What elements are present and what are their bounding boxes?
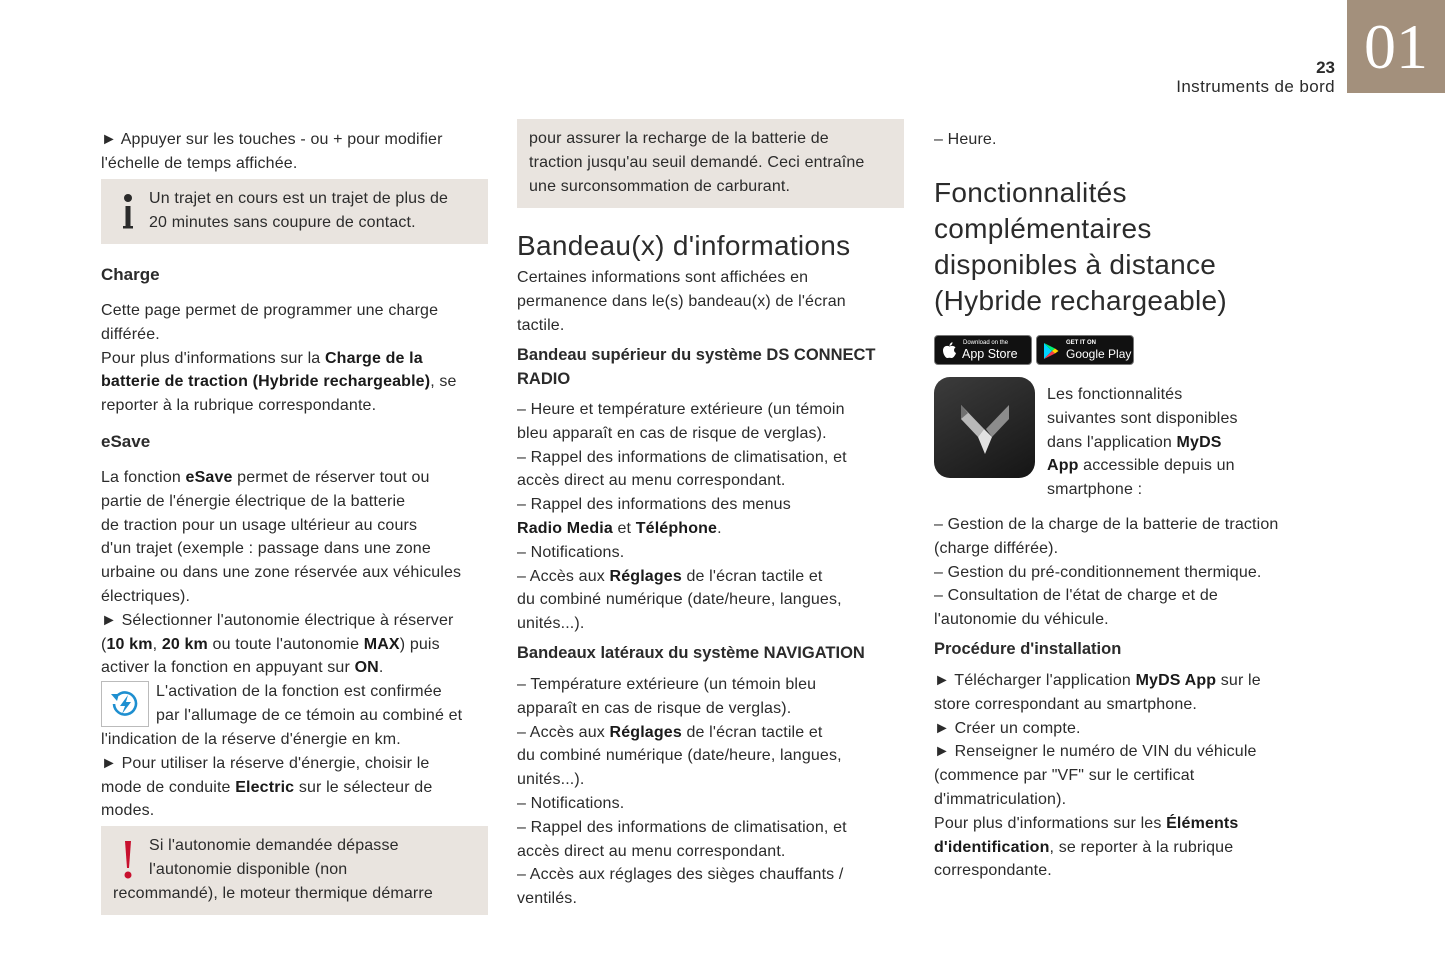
note-text: traction jusqu'au seuil demandé. Ceci entraîne: [529, 153, 865, 171]
cross-reference: Charge de la: [324, 349, 423, 367]
text-span: de l'écran tactile et: [681, 723, 823, 741]
text-line: [101, 633, 496, 657]
list-item: ► Créer un compte.: [934, 719, 1081, 737]
list-item: – Gestion du pré-conditionnement thermique.: [934, 563, 1262, 581]
ds-monogram-icon: [934, 377, 1035, 478]
heading-line: complémentaires: [934, 213, 1152, 244]
list-item: – Rappel des informations de climatisation, et: [517, 818, 847, 836]
text-line: Les fonctionnalités: [1047, 386, 1183, 403]
esave-lightning-icon: [102, 682, 148, 726]
text-line: différée.: [101, 325, 160, 343]
bold-term: MyDS: [1176, 433, 1222, 451]
list-item: – Rappel des informations de climatisation, et: [517, 448, 847, 466]
continued-warning-note: [517, 119, 904, 208]
text-line: correspondante.: [934, 862, 1052, 880]
bold-term: eSave: [185, 469, 233, 486]
text-line: [934, 836, 1329, 860]
heading-line: Bandeau supérieur du système DS CONNECT: [517, 346, 876, 364]
list-item: [517, 517, 912, 541]
list-item: unités...).: [517, 771, 585, 789]
bold-term: MyDS App: [1135, 672, 1217, 689]
use-paragraph: [101, 728, 496, 823]
text-span: sur le sélecteur de: [294, 778, 433, 796]
bold-term: Réglages: [609, 567, 682, 585]
note-text: 20 minutes sans coupure de contact.: [149, 213, 416, 231]
bold-term: Electric: [235, 778, 295, 796]
list-item: (charge différée).: [934, 539, 1059, 557]
side-banner-heading: Bandeaux latéraux du système NAVIGATION: [517, 644, 865, 662]
list-item: apparaît en cas de risque de verglas).: [517, 699, 792, 717]
list-item: – Rappel des informations des menus: [517, 496, 791, 514]
list-item: – Consultation de l'état de charge et de: [934, 587, 1218, 605]
badge-label: Google Play: [1066, 347, 1132, 361]
text-line: urbaine ou dans une zone réservée aux véhicules: [101, 564, 462, 582]
badge-caption: Download on the: [963, 340, 1009, 346]
text-line: d'un trajet (exemple : passage dans une zone: [101, 540, 431, 558]
cross-reference: batterie de traction (Hybride rechargeable): [101, 373, 431, 391]
text-line: électriques).: [101, 587, 191, 605]
charge-paragraph: [101, 299, 496, 418]
text-span: accessible depuis un: [1078, 457, 1235, 475]
bold-term: 20 km: [161, 635, 208, 653]
intro-paragraph: [101, 128, 496, 176]
list-item: ventilés.: [517, 890, 578, 908]
text-line: ► Appuyer sur les touches - ou + pour modifier: [101, 131, 443, 148]
warning-icon: [122, 840, 134, 880]
list-item: ► Renseigner le numéro de VIN du véhicule: [934, 743, 1257, 761]
google-play-icon: [1043, 342, 1059, 360]
installation-heading: Procédure d'installation: [934, 640, 1122, 658]
apple-icon: [942, 342, 957, 359]
list-item: – Notifications.: [517, 543, 625, 561]
list-item: d'immatriculation).: [934, 790, 1067, 808]
text-span: activer la fonction en appuyant sur: [101, 659, 355, 677]
text-span: .: [378, 659, 384, 677]
text-span: Pour plus d'informations sur les: [934, 814, 1167, 832]
bold-term: Téléphone: [635, 519, 718, 537]
text-line: [101, 656, 496, 680]
list-item: l'autonomie du véhicule.: [934, 611, 1109, 629]
list-item: (commence par "VF" sur le certificat: [934, 767, 1195, 785]
myds-app-logo: [934, 377, 1035, 478]
confirm-text-wrap: [156, 680, 491, 728]
note-text: Si l'autonomie demandée dépasse: [149, 837, 399, 854]
app-store-badge[interactable]: [934, 335, 1032, 365]
list-item: – Notifications.: [517, 794, 625, 812]
note-text: pour assurer la recharge de la batterie de: [529, 130, 829, 147]
section-title: Instruments de bord: [1176, 77, 1335, 96]
list-item: accès direct au menu correspondant.: [517, 472, 786, 490]
note-text: recommandé), le moteur thermique démarre: [113, 884, 433, 902]
top-banner-list: [517, 398, 912, 636]
text-span: dans l'application: [1047, 433, 1177, 451]
information-banners-heading: Bandeau(x) d'informations: [517, 230, 851, 261]
list-item: – Accès aux réglages des sièges chauffants /: [517, 866, 844, 884]
text-line: l'échelle de temps affichée.: [101, 154, 298, 172]
side-banner-list: [517, 673, 912, 911]
list-item: bleu apparaît en cas de risque de verglas).: [517, 424, 827, 442]
bold-term: Réglages: [609, 723, 682, 741]
text-span: ,: [152, 635, 162, 653]
text-span: ) puis: [399, 635, 440, 653]
text-line: Certaines informations sont affichées en: [517, 269, 809, 286]
top-banner-heading: [517, 343, 912, 391]
badge-label: App Store: [962, 347, 1018, 361]
warning-note: [101, 826, 488, 915]
text-span: mode de conduite: [101, 778, 236, 796]
esave-indicator: [101, 681, 149, 727]
text-line: reporter à la rubrique correspondante.: [101, 397, 377, 415]
installation-steps: [934, 669, 1329, 883]
list-item: [517, 565, 912, 589]
text-span: sur le: [1216, 672, 1261, 689]
myds-app-description: [1047, 383, 1307, 502]
text-span: .: [717, 519, 722, 537]
text-line: suivantes sont disponibles: [1047, 409, 1238, 427]
chapter-number-tab: 01: [1347, 0, 1445, 93]
text-line: Cette page permet de programmer une charge: [101, 302, 439, 319]
bold-term: ON: [354, 659, 379, 677]
text-line: [101, 776, 496, 800]
list-item: [934, 669, 1329, 693]
text-span: – Accès aux: [517, 567, 610, 585]
badge-caption: GET IT ON: [1066, 340, 1096, 346]
text-span: ► Télécharger l'application: [934, 672, 1136, 689]
page-number: 23: [1316, 58, 1335, 77]
text-line: [1047, 454, 1307, 478]
text-line: permanence dans le(s) bandeau(x) de l'écran: [517, 292, 846, 310]
text-line: tactile.: [517, 316, 565, 334]
note-text: une surconsommation de carburant.: [529, 177, 791, 195]
list-item: – Heure et température extérieure (un témoin: [517, 401, 845, 418]
bold-term: App: [1047, 457, 1079, 475]
text-line: ► Pour utiliser la réserve d'énergie, choisir le: [101, 754, 430, 772]
info-icon: [121, 193, 135, 231]
text-span: et: [612, 519, 636, 537]
text-line: partie de l'énergie électrique de la batterie: [101, 492, 406, 510]
info-note: [101, 179, 488, 244]
heading-line: Fonctionnalités: [934, 177, 1127, 208]
google-play-badge[interactable]: [1036, 335, 1134, 365]
text-line: [1047, 431, 1307, 455]
list-item: du combiné numérique (date/heure, langues,: [517, 747, 842, 765]
esave-paragraph: [101, 466, 496, 680]
bold-term: Radio Media: [517, 519, 613, 537]
cross-reference: d'identification: [934, 838, 1050, 856]
note-text: l'autonomie disponible (non: [149, 860, 348, 878]
features-list: [934, 513, 1329, 632]
text-span: , se: [430, 373, 457, 391]
list-item: – Heure.: [934, 131, 997, 148]
list-item: [517, 721, 912, 745]
charge-heading: Charge: [101, 265, 160, 284]
text-line: l'indication de la réserve d'énergie en km.: [101, 731, 401, 748]
text-line: de traction pour un usage ultérieur au cours: [101, 516, 418, 534]
cross-reference: Éléments: [1166, 814, 1239, 832]
text-line: par l'allumage de ce témoin au combiné et: [156, 706, 463, 724]
bold-term: MAX: [363, 635, 400, 653]
bold-term: 10 km: [106, 635, 153, 653]
text-span: (: [101, 635, 107, 653]
text-line: [101, 347, 496, 371]
heading-line: disponibles à distance: [934, 249, 1217, 280]
note-text: Un trajet en cours est un trajet de plus de: [149, 190, 449, 207]
list-item: unités...).: [517, 615, 585, 633]
text-span: Pour plus d'informations sur la: [101, 349, 325, 367]
banners-intro: [517, 266, 912, 337]
text-line: [101, 370, 496, 394]
heading-line: (Hybride rechargeable): [934, 285, 1227, 316]
list-item: store correspondant au smartphone.: [934, 695, 1198, 713]
text-line: [934, 812, 1329, 836]
text-line: smartphone :: [1047, 481, 1143, 499]
text-span: ou toute l'autonomie: [207, 635, 364, 653]
text-line: ► Sélectionner l'autonomie électrique à réserver: [101, 611, 454, 629]
list-item: du combiné numérique (date/heure, langues,: [517, 591, 842, 609]
esave-heading: eSave: [101, 432, 151, 451]
remote-features-heading: [934, 175, 1334, 319]
text-span: de l'écran tactile et: [681, 567, 823, 585]
heading-line: RADIO: [517, 370, 571, 388]
list-item: – Température extérieure (un témoin bleu: [517, 676, 817, 693]
text-span: – Accès aux: [517, 723, 610, 741]
text-line: L'activation de la fonction est confirmée: [156, 683, 442, 700]
text-span: La fonction: [101, 469, 186, 486]
list-item: accès direct au menu correspondant.: [517, 842, 786, 860]
text-line: [101, 466, 496, 490]
text-line: modes.: [101, 802, 155, 820]
text-span: , se reporter à la rubrique: [1049, 838, 1234, 856]
list-item: – Gestion de la charge de la batterie de traction: [934, 516, 1279, 533]
text-span: permet de réserver tout ou: [232, 469, 430, 486]
